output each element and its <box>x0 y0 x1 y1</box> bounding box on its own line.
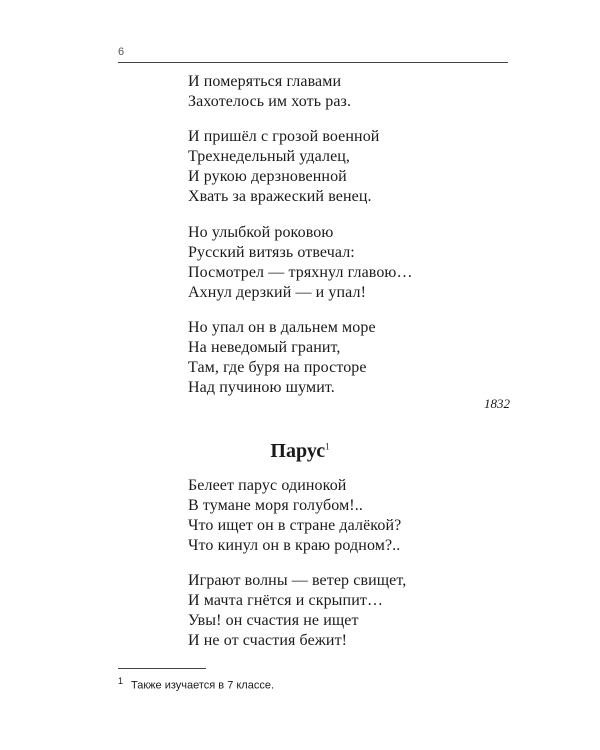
stanza-1 <box>188 72 351 112</box>
verse-line: Что ищет он в стране далёкой? <box>188 517 402 534</box>
verse-line: Русский витязь отвечал: <box>188 244 355 261</box>
verse-line: Но улыбкой роковою <box>188 224 334 241</box>
verse-line: И не от счастия бежит! <box>188 632 348 649</box>
footnote-marker: 1 <box>118 676 124 686</box>
verse-line: Но упал он в дальнем море <box>188 319 376 336</box>
stanza-4 <box>188 318 376 398</box>
stanza-3 <box>188 223 413 303</box>
footnote <box>118 676 274 692</box>
verse-line: На неведомый гранит, <box>188 339 341 356</box>
poem-title-text: Парус <box>270 440 326 462</box>
verse-line: Над пучиною шумит. <box>188 379 335 396</box>
verse-line: Что кинул он в краю родном?.. <box>188 537 401 554</box>
verse-line: Увы! он счастия не ищет <box>188 612 359 629</box>
stanza-5 <box>188 476 401 556</box>
verse-line: Там, где буря на просторе <box>188 359 367 376</box>
verse-line: Белеет парус одинокой <box>188 477 347 494</box>
verse-line: И пришёл с грозой военной <box>188 128 380 145</box>
verse-line: Посмотрел — тряхнул главою… <box>188 264 413 281</box>
verse-line: И померяться главами <box>188 73 342 90</box>
verse-line: Трехнедельный удалец, <box>188 148 351 165</box>
verse-line: Ахнул дерзкий — и упал! <box>188 284 367 301</box>
verse-line: И рукою дерзновенной <box>188 168 347 185</box>
header-rule <box>118 62 508 63</box>
footnote-text: Также изучается в 7 классе. <box>131 679 275 692</box>
verse-line: Хвать за вражеский венец. <box>188 188 372 205</box>
stanza-6 <box>188 571 406 651</box>
poem-title <box>0 440 600 463</box>
stanza-2 <box>188 127 379 207</box>
verse-line: Захотелось им хоть раз. <box>188 93 352 110</box>
verse-line: Играют волны — ветер свищет, <box>188 572 407 589</box>
poem-year: 1832 <box>484 396 510 411</box>
verse-line: В тумане моря голубом!.. <box>188 497 363 514</box>
page-number: 6 <box>118 46 125 58</box>
footnote-ref: 1 <box>325 441 330 452</box>
verse-line: И мачта гнётся и скрыпит… <box>188 592 384 609</box>
footnote-rule <box>118 668 206 669</box>
